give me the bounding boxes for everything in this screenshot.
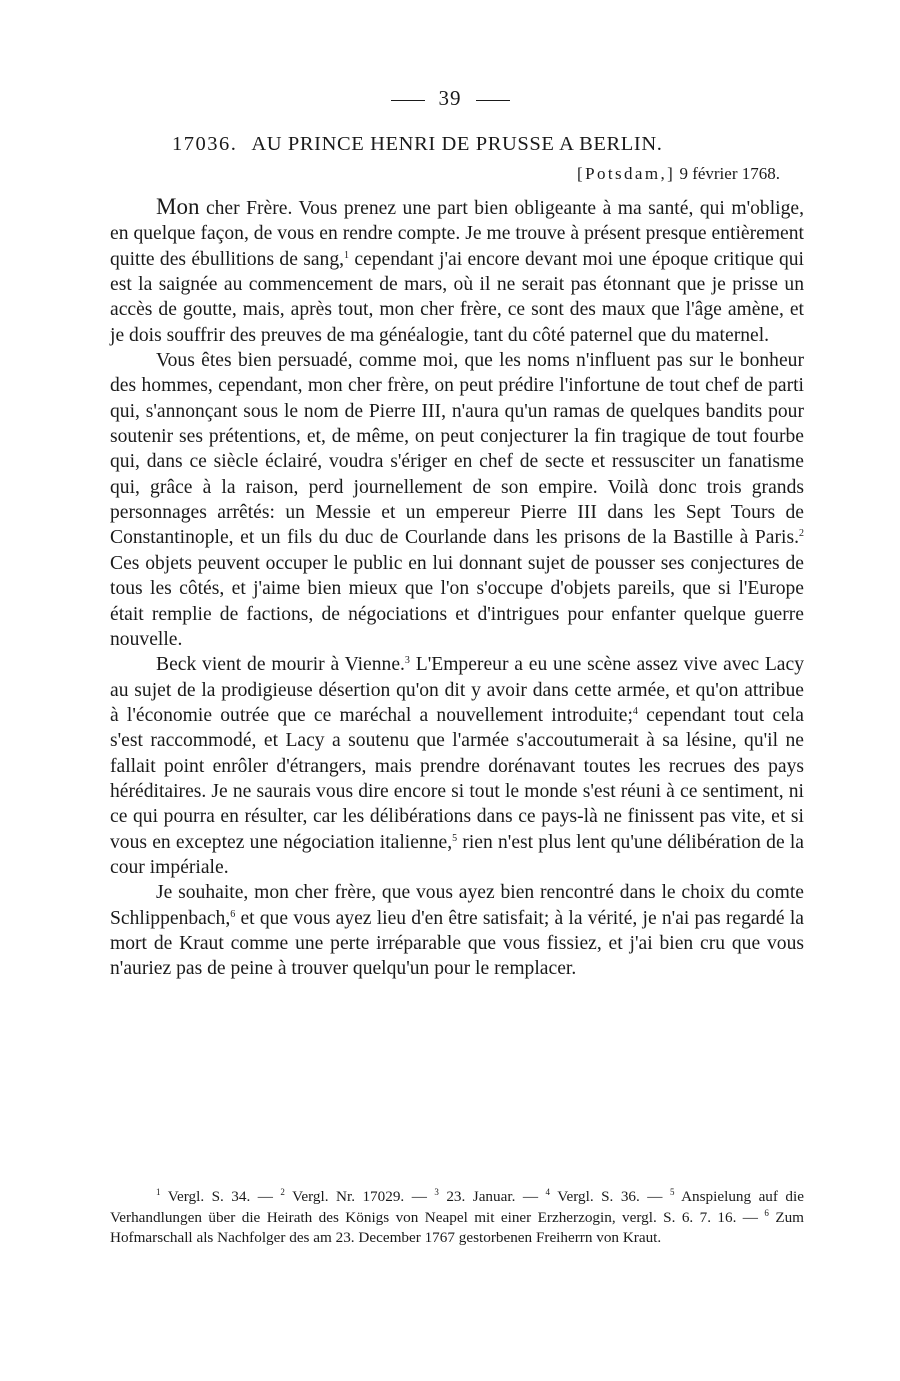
- footnote-text-6: Zum Hofmarschall als Nachfolger des am 23. December 1767 gestorbenen Freiherrn von Kraut.: [110, 1208, 804, 1246]
- footnote-mark-1: 1: [156, 1187, 161, 1197]
- page-number-text: 39: [438, 86, 462, 110]
- footnotes: [110, 1187, 804, 1249]
- paragraph-1-text-b: cependant j'ai encore devant moi une époque critique qui est la saignée au commencement de mars, où il ne serait pas étonnant que je prisse un accès de goutte, mais, après tout, mon cher frère, ce sont des maux que l'âge amène, et je dois souffrir des preuves de ma généalogie, tant du côté paternel que du maternel.: [110, 248, 804, 346]
- paragraph-4-text-a: Je souhaite, mon cher frère, que vous ayez bien rencontré dans le choix du comte Schlippenbach,: [110, 882, 804, 929]
- footnote-mark-2: 2: [280, 1187, 285, 1197]
- dateline: [577, 164, 780, 184]
- letter-title: AU PRINCE HENRI DE PRUSSE A BERLIN.: [251, 133, 663, 155]
- paragraph-4: [110, 880, 804, 981]
- dateline-place: [Potsdam,]: [577, 164, 676, 183]
- footnote-ref-1: 1: [344, 249, 350, 261]
- footnote-ref-5: 5: [452, 832, 458, 844]
- paragraph-2-text-b: Ces objets peuvent occuper le public en lui donnant sujet de pousser ses conjectures de tous les côtés, et j'aime bien mieux que l'on s'occupe d'objets pareils, que si l'Europe était remplie de factions, de négociations et d'intrigues pour enfanter quelque guerre nouvelle.: [110, 552, 804, 650]
- footnote-mark-3: 3: [434, 1187, 439, 1197]
- page-number-left-rule: [391, 100, 425, 101]
- page-number: [0, 86, 900, 111]
- letter-number: 17036.: [172, 133, 238, 155]
- paragraph-1-text-a: cher Frère. Vous prenez une part bien obligeante à ma santé, qui m'oblige, en quelque façon, de vous en rendre compte. Je me trouve à présent presque entièrement quitte des ébullitions de sang,: [110, 198, 804, 270]
- footnote-mark-5: 5: [669, 1187, 675, 1197]
- footnote-mark-6: 6: [764, 1207, 769, 1218]
- letter-heading: [172, 133, 663, 156]
- footnote-text-4: Vergl. S. 36. —: [550, 1188, 670, 1205]
- footnote-mark-4: 4: [545, 1187, 551, 1197]
- dateline-date: 9 février 1768.: [679, 164, 780, 183]
- footnote-ref-6: 6: [230, 908, 236, 920]
- footnote-text-1: Vergl. S. 34. —: [160, 1188, 281, 1205]
- paragraph-2-text-a: Vous êtes bien persuadé, comme moi, que les noms n'influent pas sur le bonheur des hommes, cependant, mon cher frère, on peut prédire l'infortune de tout chef de parti qui, s'annonçant sous le nom de Pierre III, n'aura qu'un ramas de quelques bandits pour soutenir ses prétentions, et, de même, on peut conjecturer la fin tragique de tout fourbe qui, dans ce siècle éclairé, voudra s'ériger en chef de secte et ressusciter un fanatisme qui, grâce à la raison, perd journellement de son empire. Voilà donc trois grands personnages arrêtés: un Messie et un empereur Pierre III dans les Sept Tours de Constantinople, et un fils du duc de Courlande dans les prisons de la Bastille à Paris.: [110, 350, 804, 549]
- paragraph-2: [110, 348, 804, 652]
- paragraph-3-text-b: L'Empereur a eu une scène assez vive avec Lacy au sujet de la prodigieuse désertion qu'on dit y avoir dans cette armée, et qu'on attribue à l'économie outrée que ce maréchal a nouvellement introduite;: [110, 654, 804, 726]
- letter-body: [110, 194, 804, 982]
- footnote-ref-4: 4: [632, 705, 638, 717]
- paragraph-3-text-a: Beck vient de mourir à Vienne.: [156, 654, 405, 676]
- paragraph-1: [110, 194, 804, 348]
- footnote-text-2: Vergl. Nr. 17029. —: [284, 1188, 435, 1205]
- footnote-text-3: 23. Januar. —: [438, 1188, 546, 1205]
- paragraph-4-text-b: et que vous ayez lieu d'en être satisfait; à la vérité, je n'ai pas regardé la mort de Kraut comme une perte irréparable que vous fissiez, et j'ai bien cru que vous n'auriez pas de peine à trouver quelqu'un pour le remplacer.: [110, 907, 804, 980]
- footnote-ref-2: 2: [799, 528, 804, 540]
- paragraph-1-first-word: Mon: [156, 194, 200, 219]
- paragraph-3: [110, 652, 804, 880]
- footnote-text-5: Anspielung auf die Verhandlungen über die Heirath des Königs von Neapel mit einer Erzherzogin, vergl. S. 6. 7. 16. —: [110, 1188, 804, 1226]
- footnote-block: [110, 1187, 804, 1249]
- page-number-right-rule: [476, 100, 510, 101]
- footnote-ref-3: 3: [404, 655, 410, 667]
- paragraph-3-text-d: rien n'est plus lent qu'une délibération de la cour impériale.: [110, 831, 804, 878]
- paragraph-3-text-c: cependant tout cela s'est raccommodé, et Lacy a soutenu que l'armée s'accoutumerait à sa lésine, qu'il ne fallait point enrôler d'étrangers, mais prendre dorénavant toutes les recrues des pays héréditaires. Je ne saurais vous dire encore si tout le monde s'est réuni à ce sentiment, ni ce qui pourra en résulter, car les délibérations dans ce pays-là ne finissent pas vite, et si vous en exceptez une négociation italienne,: [110, 704, 804, 853]
